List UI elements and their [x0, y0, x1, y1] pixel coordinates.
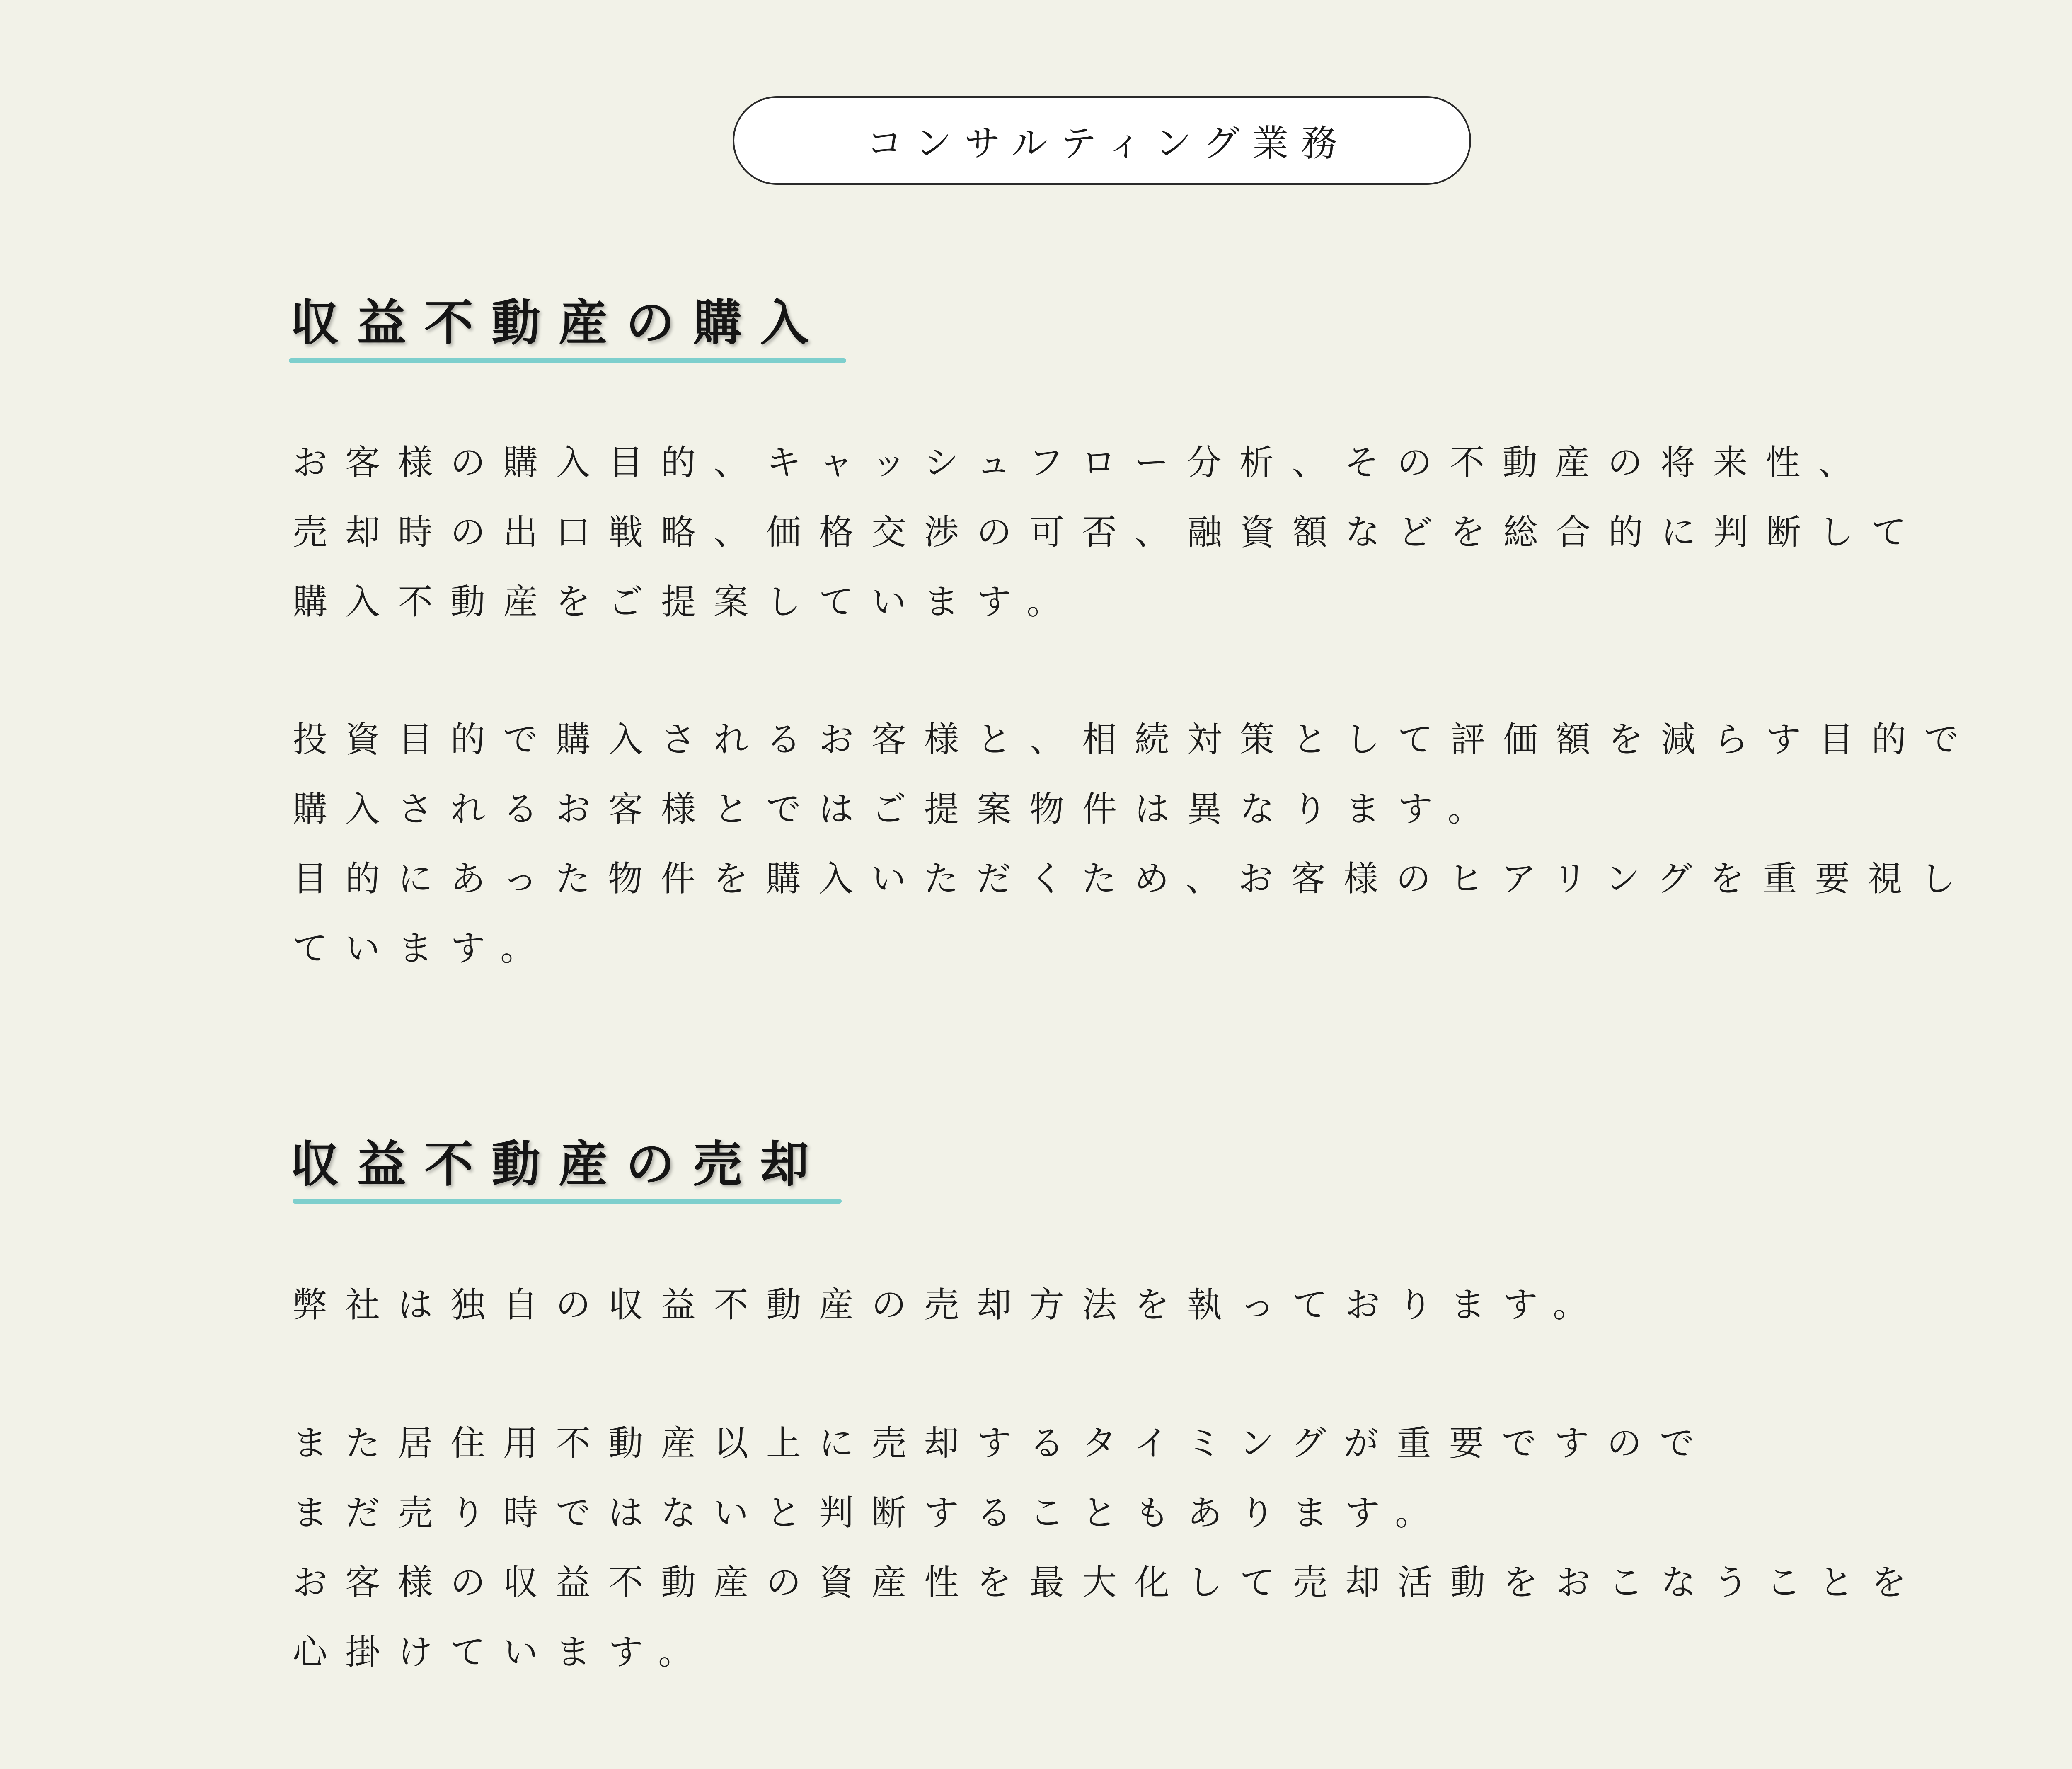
section-badge-label: コンサルティング業務: [866, 122, 1350, 165]
sale-paragraph-2: [293, 1408, 1924, 1687]
text-line: 購入不動産をご提案しています。: [293, 582, 1080, 622]
text-line: また居住用不動産以上に売却するタイミングが重要ですので: [293, 1423, 1712, 1464]
sale-heading: 収益不動産の売却: [290, 1136, 828, 1193]
sale-heading-underline: [293, 1199, 842, 1204]
sale-paragraph-1: [293, 1270, 1605, 1340]
text-line: 投資目的で購入されるお客様と、相続対策として評価額を減らす目的で: [293, 719, 1977, 760]
text-line: まだ売り時ではないと判断することもあります。: [293, 1493, 1448, 1533]
text-line: 弊社は独自の収益不動産の売却方法を執っております。: [293, 1284, 1606, 1325]
text-line: 売却時の出口戦略、価格交渉の可否、融資額などを総合的に判断して: [293, 512, 1924, 553]
purchase-heading: 収益不動産の購入: [290, 294, 828, 351]
purchase-paragraph-2: [293, 705, 1977, 983]
text-line: お客様の収益不動産の資産性を最大化して売却活動をおこなうことを: [293, 1562, 1924, 1603]
section-badge: [733, 96, 1471, 185]
text-line: 購入されるお客様とではご提案物件は異なります。: [293, 789, 1501, 829]
text-line: ています。: [293, 928, 553, 969]
purchase-paragraph-1: [293, 428, 1924, 637]
text-line: 目的にあった物件を購入いただくため、お客様のヒアリングを重要視し: [293, 858, 1973, 899]
text-line: お客様の購入目的、キャッシュフロー分析、その不動産の将来性、: [293, 442, 1871, 483]
purchase-heading-underline: [289, 358, 846, 363]
text-line: 心掛けています。: [293, 1632, 711, 1672]
